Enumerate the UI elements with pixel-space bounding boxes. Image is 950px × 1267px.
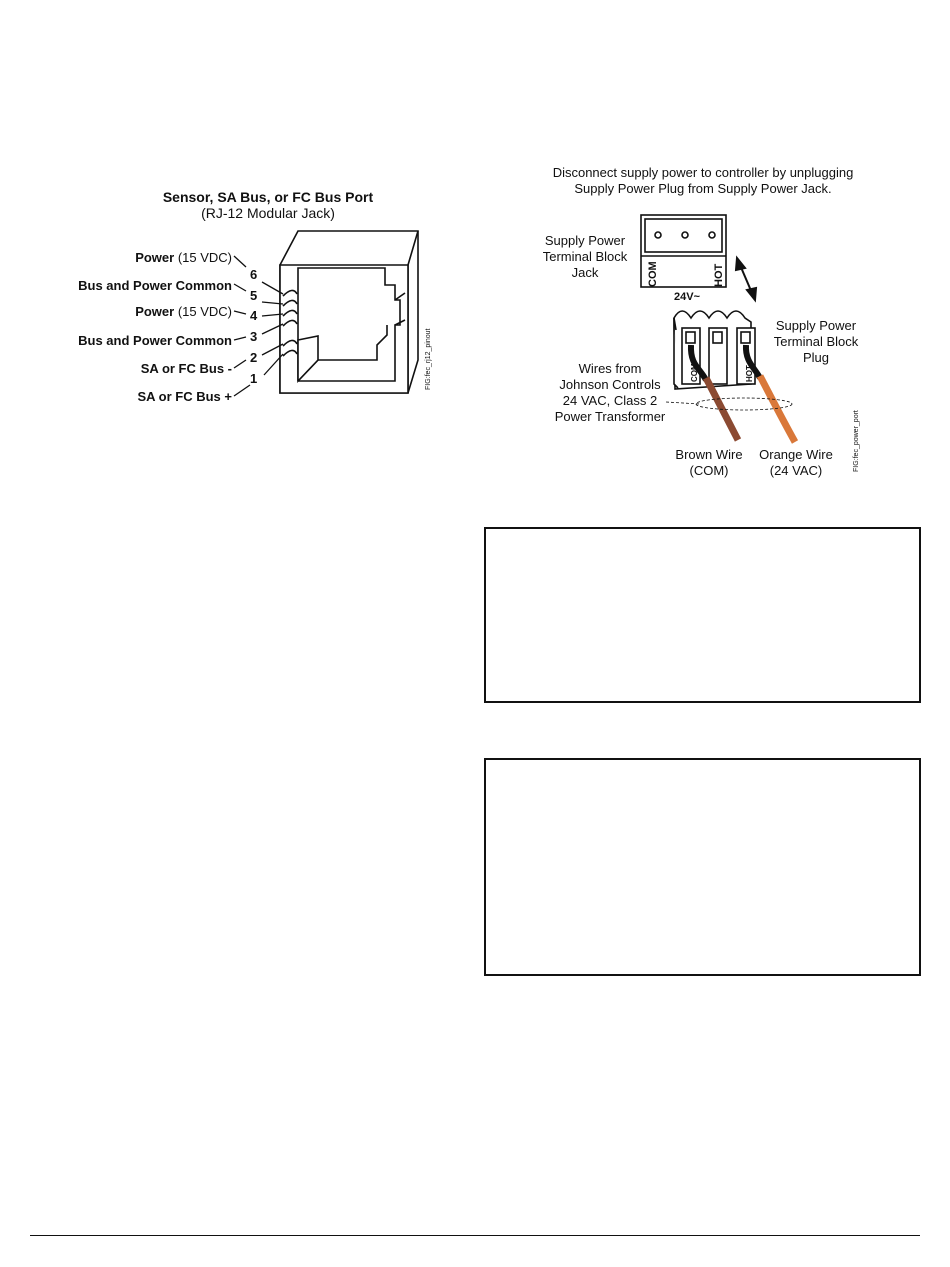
svg-text:(24 VAC): (24 VAC) — [769, 463, 823, 478]
svg-text:(COM): (COM) — [689, 463, 729, 478]
pin-6-label: Power (15 VDC) — [135, 250, 232, 265]
svg-text:Supply Power: Supply Power — [544, 233, 626, 248]
power-fig-id: FIG:fec_power_port — [853, 410, 860, 472]
jack-hot-label: HOT — [713, 263, 725, 287]
unplug-arrow-icon — [736, 258, 756, 300]
pin-5-label: Bus and Power Common — [78, 278, 232, 293]
plug-hot-label: HOT — [745, 365, 754, 382]
wires-label — [555, 361, 666, 424]
svg-text:Power Transformer: Power Transformer — [554, 409, 666, 424]
svg-text:Orange Wire: Orange Wire — [759, 447, 833, 462]
svg-text:Terminal Block: Terminal Block — [773, 334, 859, 349]
jack-com-label: COM — [647, 261, 659, 287]
rj12-title: Sensor, SA Bus, or FC Bus Port — [162, 189, 374, 205]
pin-1-number: 1 — [250, 371, 258, 386]
orange-wire-label — [759, 447, 833, 478]
voltage-label: 24V~ — [674, 291, 700, 303]
footer-divider — [30, 1235, 920, 1236]
svg-text:Supply Power: Supply Power — [775, 318, 857, 333]
content-box-2 — [484, 758, 921, 976]
pin-1-label: SA or FC Bus + — [137, 389, 232, 404]
svg-text:Johnson Controls: Johnson Controls — [559, 377, 661, 392]
svg-text:Jack: Jack — [571, 265, 599, 280]
pin-4-label: Power (15 VDC) — [135, 304, 232, 319]
plug-label — [774, 318, 859, 365]
pin-6-number: 6 — [250, 267, 258, 282]
svg-text:24 VAC, Class 2: 24 VAC, Class 2 — [562, 393, 658, 408]
pin-3-number: 3 — [250, 329, 258, 344]
rj12-subtitle: (RJ-12 Modular Jack) — [201, 205, 335, 221]
jack-label — [543, 233, 628, 280]
svg-text:Plug: Plug — [802, 350, 830, 365]
power-caption-line2: Supply Power Plug from Supply Power Jack. — [574, 181, 832, 196]
svg-text:Brown Wire: Brown Wire — [675, 447, 743, 462]
brown-wire-label — [675, 447, 742, 478]
svg-text:Terminal Block: Terminal Block — [542, 249, 628, 264]
rj12-fig-id: FIG:fec_rj12_pinout — [425, 328, 432, 390]
pin-2-number: 2 — [250, 350, 258, 365]
plug-com-label: COM — [690, 363, 699, 382]
pin-4-number: 4 — [250, 308, 258, 323]
content-box-1 — [484, 527, 921, 703]
terminal-block-plug — [674, 311, 755, 389]
svg-text:Wires from: Wires from — [578, 361, 642, 376]
supply-power-figure — [0, 0, 950, 500]
power-caption-line1: Disconnect supply power to controller by unplugging — [552, 165, 854, 180]
pin-3-label: Bus and Power Common — [78, 333, 232, 348]
pin-5-number: 5 — [250, 288, 258, 303]
pin-2-label: SA or FC Bus - — [140, 361, 232, 376]
